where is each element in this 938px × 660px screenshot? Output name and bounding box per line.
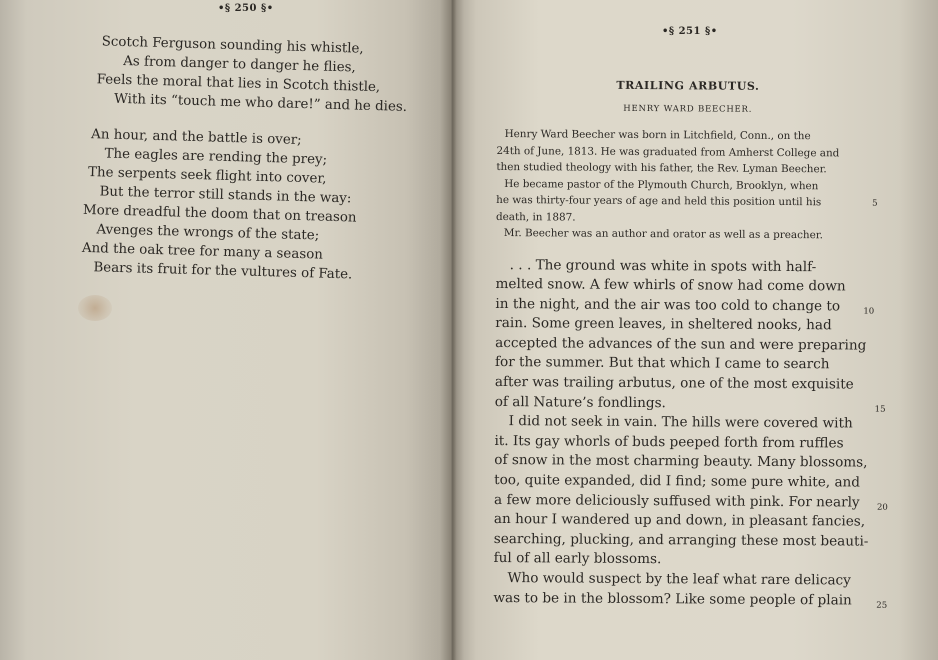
poem-line: Scotch Ferguson sounding his whistle, (101, 34, 364, 57)
body-line: . . . The ground was white in spots with half- (509, 256, 817, 275)
poem-line: Bears its fruit for the vultures of Fate. (93, 260, 353, 283)
body-line: searching, plucking, and arranging these most beauti- (493, 530, 869, 550)
line-number: 25 (876, 600, 888, 611)
body-line: for the summer. But that which I came to search (494, 354, 830, 373)
page-number-left: •§ 250 §• (218, 3, 274, 14)
body-line: I did not seek in vain. The hills were covered with (508, 413, 853, 432)
body-line: in the night, and the air was too cold to change to (495, 295, 841, 315)
poem-line: And the oak tree for many a season (81, 240, 324, 263)
book-gutter (440, 0, 464, 660)
body-line: it. Its gay whorls of buds peeped forth from ruffles (494, 432, 844, 452)
line-number: 20 (876, 502, 888, 513)
body-line: of snow in the most charming beauty. Many blossoms, (494, 452, 868, 472)
line-number: 15 (874, 404, 886, 415)
body-line: rain. Some green leaves, in sheltered nooks, had (495, 315, 832, 334)
line-number: 10 (863, 306, 875, 317)
poem-line: More dreadful the doom that on treason (82, 202, 357, 226)
left-page (0, 0, 452, 660)
page-number-right: •§ 251 §• (662, 26, 718, 37)
bio-line: Henry Ward Beecher was born in Litchfield, Conn., on the (504, 128, 811, 143)
bio-line: death, in 1887. (495, 210, 576, 224)
bio-line: 24th of June, 1813. He was graduated from Amherst College and (496, 144, 840, 159)
body-line: too, quite expanded, did I find; some pure white, and (494, 472, 861, 491)
poem-line: As from danger to danger he flies, (122, 53, 356, 76)
body-line: accepted the advances of the sun and were preparing (495, 334, 867, 354)
body-line: an hour I wandered up and down, in pleasant fancies, (493, 511, 866, 530)
body-line: a few more deliciously suffused with pink. For nearly (494, 491, 860, 511)
body-line: melted snow. A few whirls of snow had come down (495, 276, 846, 295)
essay-text (493, 255, 888, 611)
poem-line: Feels the moral that lies in Scotch thistle, (96, 72, 381, 96)
chapter-author: HENRY WARD BEECHER. (623, 103, 753, 115)
right-page-text (493, 78, 888, 611)
poem (81, 32, 438, 287)
poem-line: With its “touch me who dare!” and he dies. (113, 91, 408, 115)
bio-line: Mr. Beecher was an author and orator as well as a preacher. (503, 227, 823, 242)
poem-line: Avenges the wrongs of the state; (96, 222, 320, 244)
page-stain (78, 295, 112, 321)
poem-line: An hour, and the battle is over; (90, 127, 302, 149)
body-line: was to be in the blossom? Like some people of plain (493, 589, 852, 609)
bio-line: then studied theology with his father, the Rev. Lyman Beecher. (496, 160, 827, 176)
line-number: 5 (872, 198, 878, 209)
bio-line: He became pastor of the Plymouth Church, Brooklyn, when (504, 177, 819, 192)
author-biography (495, 126, 878, 244)
body-line: after was trailing arbutus, one of the most exquisite (494, 374, 854, 393)
poem-line: But the terror still stands in the way: (99, 184, 352, 207)
body-line: of all Nature’s fondlings. (494, 393, 666, 411)
chapter-title: TRAILING ARBUTUS. (616, 78, 760, 93)
body-line: ful of all early blossoms. (493, 550, 662, 568)
poem-line: The eagles are rending the prey; (104, 146, 328, 168)
poem-line: The serpents seek flight into cover, (87, 165, 327, 187)
bio-line: he was thirty-four years of age and held this position until his (496, 193, 822, 209)
body-line: Who would suspect by the leaf what rare delicacy (507, 570, 851, 589)
